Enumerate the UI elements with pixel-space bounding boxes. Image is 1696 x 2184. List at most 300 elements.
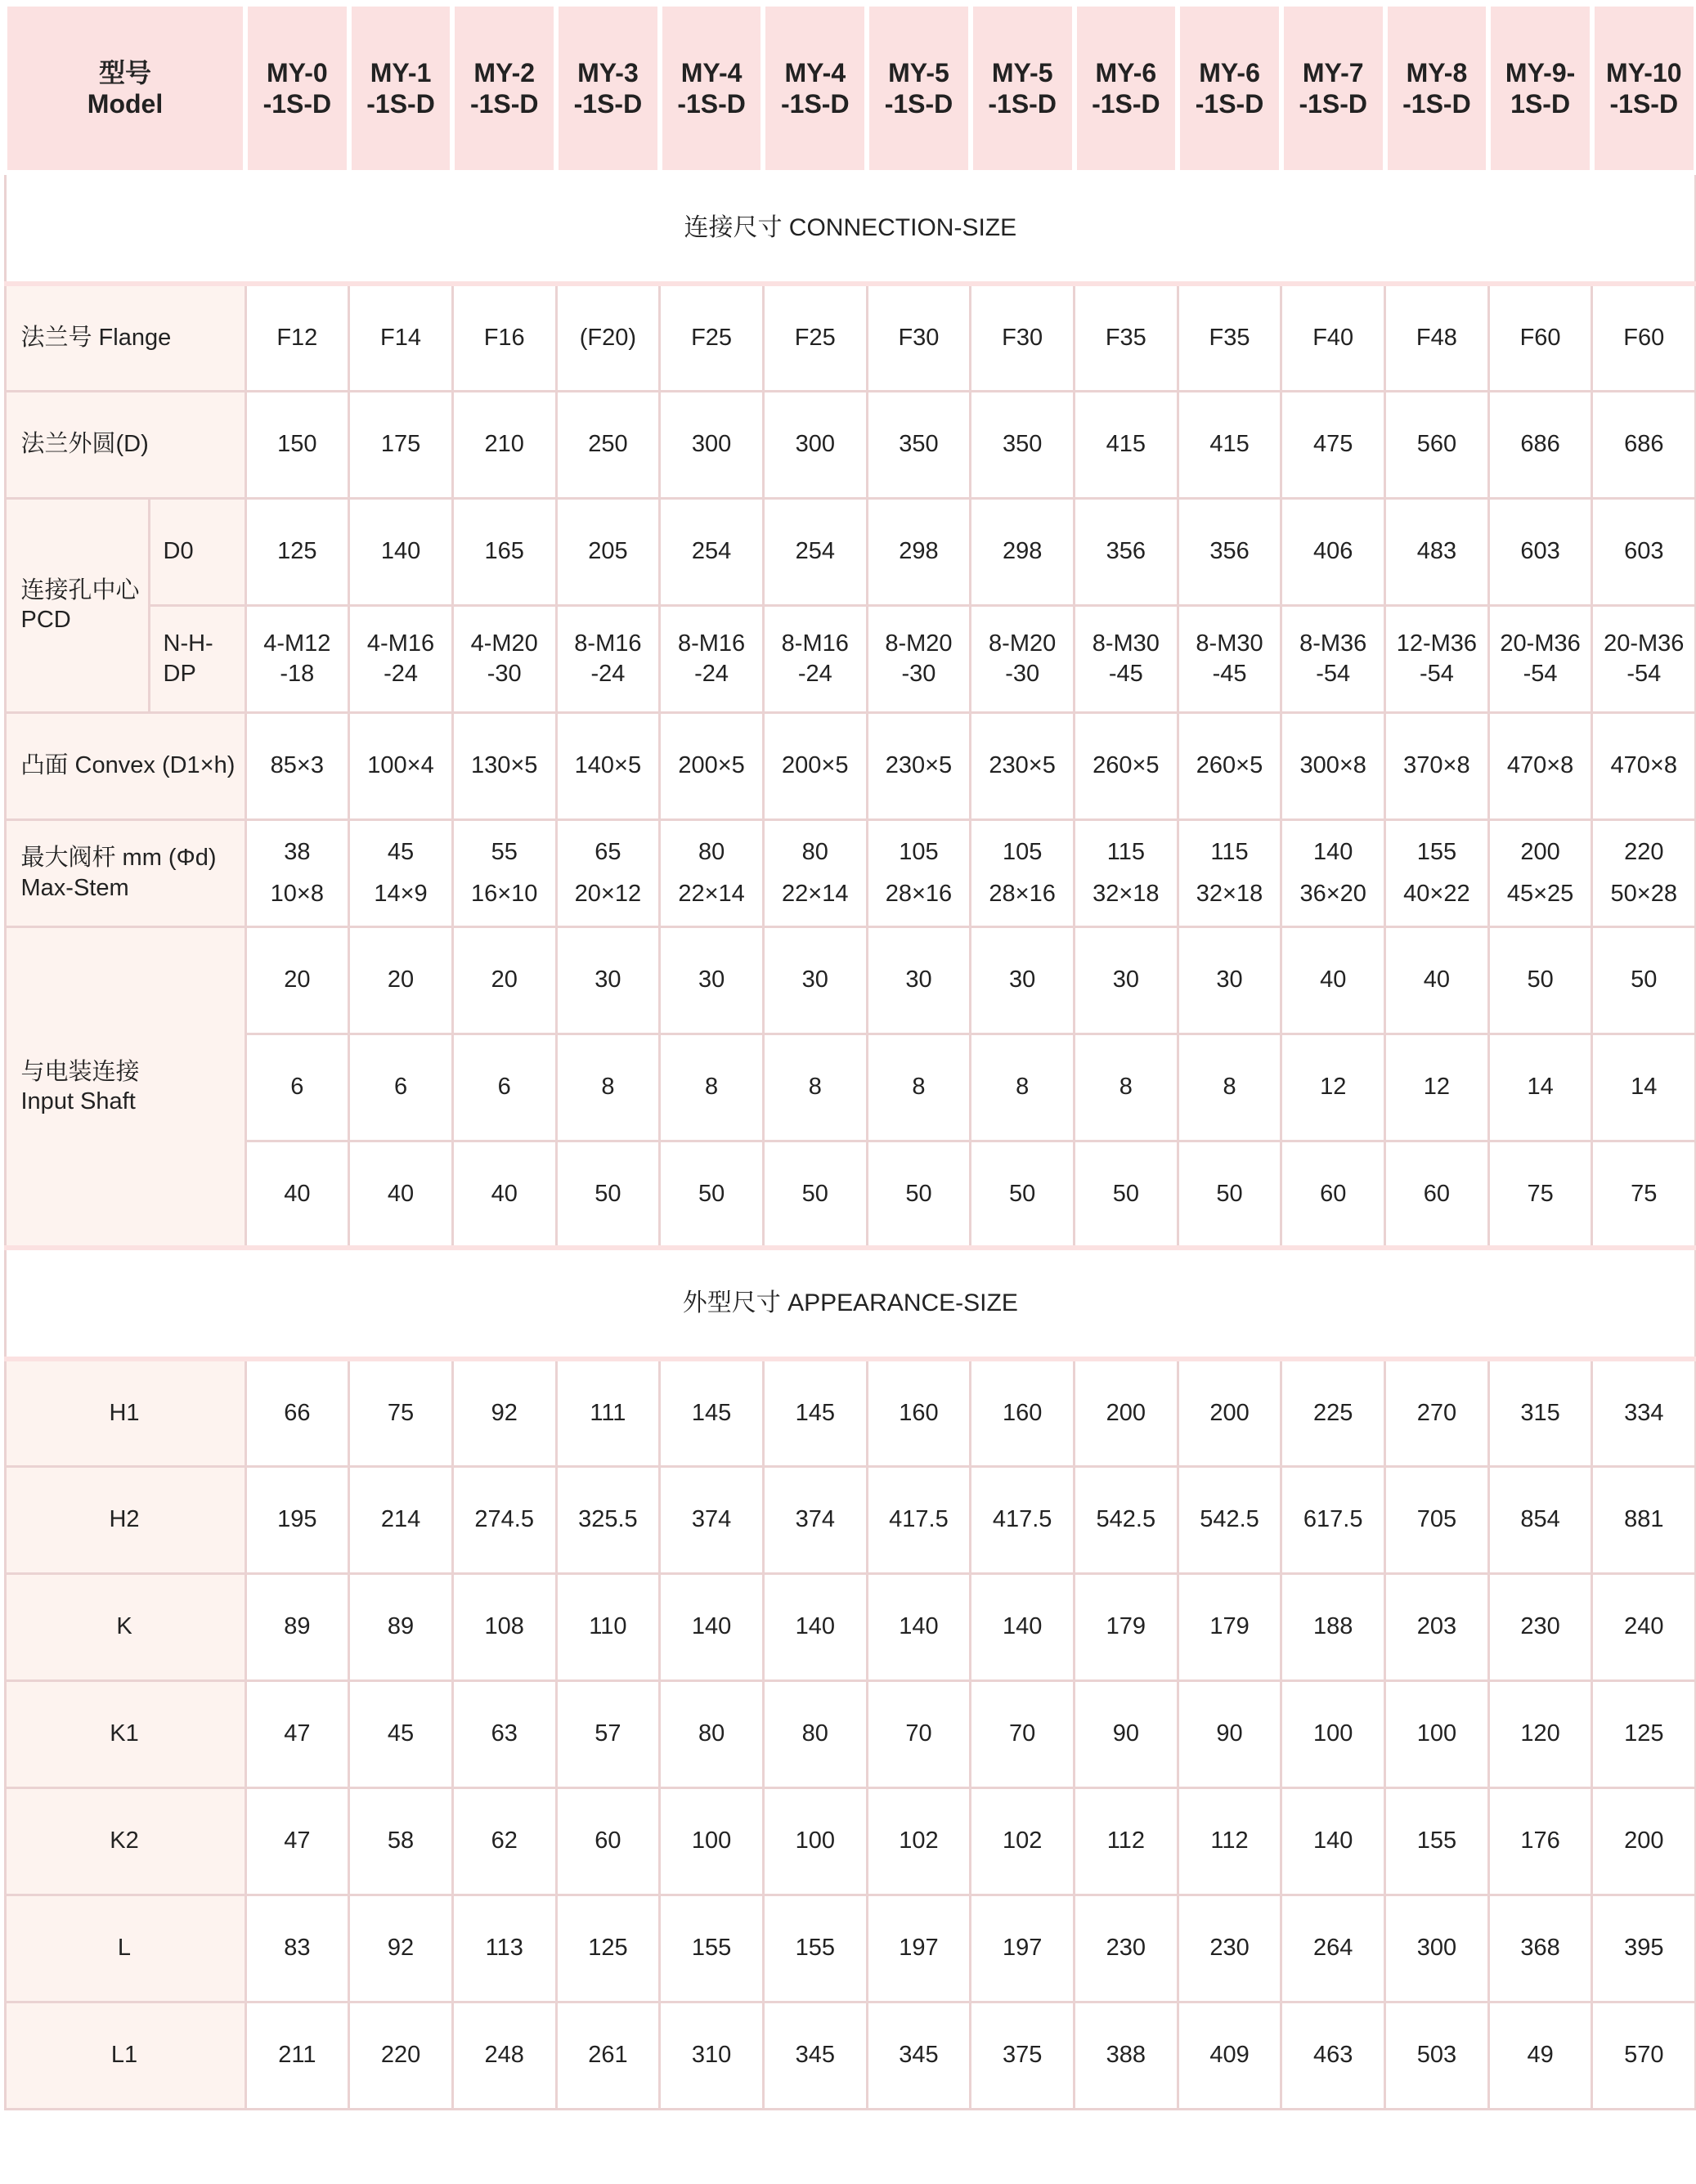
input-shaft-1-cell: 20 <box>349 926 453 1034</box>
flange-cell: F48 <box>1385 284 1489 391</box>
stem-value-top: 200 <box>1520 839 1560 866</box>
convex-cell: 260×5 <box>1075 712 1178 819</box>
l-cell: 230 <box>1178 1895 1281 2002</box>
input-shaft-1-cell: 30 <box>660 926 764 1034</box>
stem-value-top: 105 <box>899 839 939 866</box>
model-name-line1: MY-6 <box>1199 57 1260 87</box>
model-name-line1: MY-7 <box>1302 57 1364 87</box>
flange-cell: F60 <box>1592 284 1696 391</box>
label-h2-text: H2 <box>109 1506 140 1533</box>
k-cell: 179 <box>1075 1573 1178 1680</box>
nhdp-value-bottom: -30 <box>901 660 936 687</box>
section-connection-title: 连接尺寸 CONNECTION-SIZE <box>5 173 1696 284</box>
model-column-header <box>1488 4 1592 173</box>
l1-cell: 463 <box>1281 2002 1385 2109</box>
nhdp-value-top: 8-M30 <box>1196 630 1263 657</box>
row-l <box>5 1895 1696 2002</box>
nhdp-value-bottom: -24 <box>694 660 729 687</box>
row-h1 <box>5 1359 1696 1466</box>
row-k1 <box>5 1680 1696 1787</box>
input-shaft-1-cell: 30 <box>763 926 867 1034</box>
k-cell: 108 <box>452 1573 556 1680</box>
nhdp-cell <box>1281 605 1385 712</box>
input-shaft-1-cell: 20 <box>245 926 349 1034</box>
k2-cell: 100 <box>763 1787 867 1895</box>
l-cell: 197 <box>971 1895 1075 2002</box>
convex-cell: 85×3 <box>245 712 349 819</box>
model-header-zh: 型号 <box>98 57 151 87</box>
l-cell: 368 <box>1488 1895 1592 2002</box>
nhdp-value-bottom: -45 <box>1108 660 1143 687</box>
k2-cell: 176 <box>1488 1787 1592 1895</box>
convex-cell: 470×8 <box>1488 712 1592 819</box>
label-k2 <box>5 1787 245 1895</box>
model-column-header <box>971 4 1075 173</box>
nhdp-cell <box>971 605 1075 712</box>
stem-value-bottom: 36×20 <box>1299 880 1366 907</box>
input-shaft-3-cell: 75 <box>1488 1141 1592 1248</box>
stem-value-top: 55 <box>491 839 518 866</box>
flange-cell: F40 <box>1281 284 1385 391</box>
label-h2 <box>5 1466 245 1573</box>
k1-cell: 90 <box>1075 1680 1178 1787</box>
label-input-shaft-text: Input Shaft <box>20 1088 136 1114</box>
nhdp-value-bottom: -45 <box>1212 660 1247 687</box>
k-cell: 179 <box>1178 1573 1281 1680</box>
stem-value-bottom: 14×9 <box>374 880 428 907</box>
d0-cell: 356 <box>1075 498 1178 605</box>
label-h1 <box>5 1359 245 1466</box>
k1-cell: 100 <box>1281 1680 1385 1787</box>
stem-value-bottom: 22×14 <box>678 880 745 907</box>
stem-value-top: 38 <box>284 839 311 866</box>
l-cell: 83 <box>245 1895 349 2002</box>
stem-value-top: 155 <box>1416 839 1457 866</box>
model-column-header <box>1281 4 1385 173</box>
nhdp-value-top: 8-M20 <box>885 630 953 657</box>
label-convex <box>5 712 245 819</box>
input-shaft-1-cell: 20 <box>452 926 556 1034</box>
stem-cell <box>1592 819 1696 926</box>
flange-d-cell: 300 <box>660 391 764 498</box>
l1-cell: 375 <box>971 2002 1075 2109</box>
input-shaft-2-cell: 12 <box>1281 1034 1385 1141</box>
input-shaft-3-cell: 50 <box>660 1141 764 1248</box>
h1-cell: 66 <box>245 1359 349 1466</box>
h2-cell: 417.5 <box>867 1466 971 1573</box>
d0-cell: 140 <box>349 498 453 605</box>
l1-cell: 211 <box>245 2002 349 2109</box>
flange-d-cell: 350 <box>971 391 1075 498</box>
k-cell: 89 <box>245 1573 349 1680</box>
input-shaft-3-cell: 40 <box>245 1141 349 1248</box>
nhdp-value-bottom: -24 <box>590 660 626 687</box>
model-name-line2: -1S-D <box>1299 89 1367 119</box>
h1-cell: 225 <box>1281 1359 1385 1466</box>
model-column-header <box>556 4 660 173</box>
model-column-header <box>1178 4 1281 173</box>
stem-value-bottom: 16×10 <box>470 880 538 907</box>
l1-cell: 248 <box>452 2002 556 2109</box>
k-cell: 240 <box>1592 1573 1696 1680</box>
nhdp-cell <box>1385 605 1489 712</box>
input-shaft-1-cell: 50 <box>1488 926 1592 1034</box>
flange-cell: F30 <box>971 284 1075 391</box>
stem-value-top: 80 <box>698 839 725 866</box>
stem-value-top: 80 <box>801 839 828 866</box>
k-cell: 230 <box>1488 1573 1592 1680</box>
model-column-header <box>452 4 556 173</box>
label-l1 <box>5 2002 245 2109</box>
section-appearance-title: 外型尺寸 APPEARANCE-SIZE <box>5 1248 1696 1359</box>
spec-table-body <box>5 4 1696 2109</box>
stem-cell <box>660 819 764 926</box>
l-cell: 264 <box>1281 1895 1385 2002</box>
stem-value-bottom: 28×16 <box>989 880 1056 907</box>
stem-cell <box>1075 819 1178 926</box>
model-name-line1: MY-4 <box>784 57 846 87</box>
d0-cell: 298 <box>867 498 971 605</box>
d0-cell: 603 <box>1592 498 1696 605</box>
label-flange-d <box>5 391 245 498</box>
header-row <box>5 4 1696 173</box>
nhdp-value-bottom: -24 <box>384 660 418 687</box>
spec-table <box>2 2 1696 2110</box>
label-pcd <box>5 498 149 712</box>
flange-d-cell: 475 <box>1281 391 1385 498</box>
l-cell: 155 <box>660 1895 764 2002</box>
input-shaft-3-cell: 50 <box>971 1141 1075 1248</box>
row-k2 <box>5 1787 1696 1895</box>
nhdp-value-top: 8-M36 <box>1299 630 1367 657</box>
model-column-header <box>763 4 867 173</box>
nhdp-value-top: 8-M16 <box>781 630 849 657</box>
label-pcd-text: PCD <box>20 607 71 633</box>
d0-cell: 603 <box>1488 498 1592 605</box>
flange-d-cell: 415 <box>1075 391 1178 498</box>
k1-cell: 80 <box>763 1680 867 1787</box>
l1-cell: 345 <box>763 2002 867 2109</box>
label-flange <box>5 284 245 391</box>
k1-cell: 47 <box>245 1680 349 1787</box>
nhdp-value-bottom: -54 <box>1316 660 1351 687</box>
k-cell: 89 <box>349 1573 453 1680</box>
d0-cell: 483 <box>1385 498 1489 605</box>
flange-cell: F60 <box>1488 284 1592 391</box>
nhdp-value-top: 20-M36 <box>1500 630 1581 657</box>
flange-cell: F12 <box>245 284 349 391</box>
label-flange-d-text: 法兰外圆(D) <box>20 431 149 458</box>
k-cell: 140 <box>660 1573 764 1680</box>
stem-value-bottom: 50×28 <box>1610 880 1677 907</box>
flange-cell: F30 <box>867 284 971 391</box>
convex-cell: 200×5 <box>763 712 867 819</box>
l1-cell: 49 <box>1488 2002 1592 2109</box>
model-name-line1: MY-5 <box>888 57 949 87</box>
convex-cell: 300×8 <box>1281 712 1385 819</box>
model-column-header <box>1592 4 1696 173</box>
h1-cell: 160 <box>971 1359 1075 1466</box>
stem-value-bottom: 10×8 <box>270 880 324 907</box>
convex-cell: 260×5 <box>1178 712 1281 819</box>
k-cell: 140 <box>971 1573 1075 1680</box>
k2-cell: 102 <box>867 1787 971 1895</box>
h2-cell: 542.5 <box>1178 1466 1281 1573</box>
k1-cell: 125 <box>1592 1680 1696 1787</box>
input-shaft-1-cell: 40 <box>1385 926 1489 1034</box>
h2-cell: 325.5 <box>556 1466 660 1573</box>
stem-cell <box>1178 819 1281 926</box>
k2-cell: 200 <box>1592 1787 1696 1895</box>
l-cell: 92 <box>349 1895 453 2002</box>
k1-cell: 70 <box>971 1680 1075 1787</box>
label-k <box>5 1573 245 1680</box>
convex-cell: 470×8 <box>1592 712 1696 819</box>
nhdp-value-top: 8-M30 <box>1092 630 1160 657</box>
k2-cell: 155 <box>1385 1787 1489 1895</box>
flange-d-cell: 686 <box>1488 391 1592 498</box>
model-name-line1: MY-10 <box>1606 57 1682 87</box>
model-column-header <box>867 4 971 173</box>
input-shaft-2-cell: 6 <box>245 1034 349 1141</box>
row-l1 <box>5 2002 1696 2109</box>
k1-cell: 63 <box>452 1680 556 1787</box>
nhdp-cell <box>556 605 660 712</box>
label-flange-text: 法兰号 Flange <box>20 325 172 352</box>
h1-cell: 75 <box>349 1359 453 1466</box>
input-shaft-2-cell: 8 <box>763 1034 867 1141</box>
section-appearance-row <box>5 1248 1696 1359</box>
input-shaft-2-cell: 6 <box>349 1034 453 1141</box>
stem-value-bottom: 28×16 <box>885 880 953 907</box>
k-cell: 110 <box>556 1573 660 1680</box>
h2-cell: 417.5 <box>971 1466 1075 1573</box>
row-input-shaft-1 <box>5 926 1696 1034</box>
k2-cell: 100 <box>660 1787 764 1895</box>
l1-cell: 570 <box>1592 2002 1696 2109</box>
stem-value-bottom: 40×22 <box>1403 880 1470 907</box>
k1-cell: 90 <box>1178 1680 1281 1787</box>
h2-cell: 214 <box>349 1466 453 1573</box>
label-l <box>5 1895 245 2002</box>
k2-cell: 60 <box>556 1787 660 1895</box>
flange-d-cell: 250 <box>556 391 660 498</box>
l-cell: 230 <box>1075 1895 1178 2002</box>
input-shaft-3-cell: 40 <box>349 1141 453 1248</box>
model-name-line2: -1S-D <box>1609 89 1679 119</box>
l1-cell: 345 <box>867 2002 971 2109</box>
input-shaft-2-cell: 8 <box>660 1034 764 1141</box>
h2-cell: 195 <box>245 1466 349 1573</box>
model-name-line2: -1S-D <box>573 89 643 119</box>
k2-cell: 112 <box>1075 1787 1178 1895</box>
label-nhdp-text: N-H-DP <box>163 630 213 687</box>
d0-cell: 165 <box>452 498 556 605</box>
stem-cell <box>763 819 867 926</box>
stem-cell <box>556 819 660 926</box>
d0-cell: 406 <box>1281 498 1385 605</box>
model-header-en: Model <box>87 89 164 119</box>
stem-value-top: 220 <box>1624 839 1664 866</box>
nhdp-cell <box>867 605 971 712</box>
h1-cell: 334 <box>1592 1359 1696 1466</box>
input-shaft-3-cell: 60 <box>1385 1141 1489 1248</box>
flange-d-cell: 210 <box>452 391 556 498</box>
label-d0-text: D0 <box>163 538 194 565</box>
section-connection-row <box>5 173 1696 284</box>
nhdp-cell <box>1178 605 1281 712</box>
h1-cell: 315 <box>1488 1359 1592 1466</box>
nhdp-value-top: 4-M20 <box>470 630 538 657</box>
stem-value-bottom: 32×18 <box>1093 880 1160 907</box>
l-cell: 300 <box>1385 1895 1489 2002</box>
stem-value-top: 65 <box>594 839 621 866</box>
model-name-line2: 1S-D <box>1510 89 1571 119</box>
model-name-line2: -1S-D <box>1092 89 1160 119</box>
input-shaft-2-cell: 6 <box>452 1034 556 1141</box>
nhdp-cell <box>245 605 349 712</box>
input-shaft-3-cell: 50 <box>867 1141 971 1248</box>
model-name-line1: MY-4 <box>680 57 743 87</box>
stem-cell <box>867 819 971 926</box>
model-name-line1: MY-9- <box>1505 57 1576 87</box>
flange-cell: (F20) <box>556 284 660 391</box>
k1-cell: 100 <box>1385 1680 1489 1787</box>
model-name-line2: -1S-D <box>781 89 850 119</box>
k1-cell: 57 <box>556 1680 660 1787</box>
flange-cell: F16 <box>452 284 556 391</box>
label-l-text: L <box>117 1935 132 1962</box>
model-name-line2: -1S-D <box>988 89 1057 119</box>
h2-cell: 617.5 <box>1281 1466 1385 1573</box>
model-name-line2: -1S-D <box>469 89 539 119</box>
model-name-line1: MY-0 <box>267 57 328 87</box>
k-cell: 140 <box>763 1573 867 1680</box>
h1-cell: 145 <box>763 1359 867 1466</box>
convex-cell: 200×5 <box>660 712 764 819</box>
k-cell: 188 <box>1281 1573 1385 1680</box>
d0-cell: 356 <box>1178 498 1281 605</box>
h1-cell: 111 <box>556 1359 660 1466</box>
nhdp-value-bottom: -30 <box>487 660 522 687</box>
nhdp-value-top: 4-M16 <box>366 630 435 657</box>
label-k-text: K <box>116 1613 132 1640</box>
d0-cell: 125 <box>245 498 349 605</box>
k1-cell: 70 <box>867 1680 971 1787</box>
input-shaft-3-cell: 50 <box>1178 1141 1281 1248</box>
nhdp-cell <box>660 605 764 712</box>
d0-cell: 254 <box>763 498 867 605</box>
row-k <box>5 1573 1696 1680</box>
stem-cell <box>1281 819 1385 926</box>
nhdp-value-bottom: -24 <box>797 660 832 687</box>
nhdp-value-top: 20-M36 <box>1604 630 1685 657</box>
h1-cell: 160 <box>867 1359 971 1466</box>
flange-cell: F35 <box>1075 284 1178 391</box>
l1-cell: 503 <box>1385 2002 1489 2109</box>
stem-value-bottom: 45×25 <box>1506 880 1574 907</box>
h2-cell: 374 <box>763 1466 867 1573</box>
input-shaft-3-cell: 40 <box>452 1141 556 1248</box>
label-l1-text: L1 <box>110 2042 138 2069</box>
flange-d-cell: 175 <box>349 391 453 498</box>
stem-value-top: 105 <box>1002 839 1043 866</box>
row-max-stem <box>5 819 1696 926</box>
input-shaft-1-cell: 30 <box>867 926 971 1034</box>
flange-cell: F25 <box>660 284 764 391</box>
input-shaft-3-cell: 75 <box>1592 1141 1696 1248</box>
model-name-line1: MY-1 <box>370 57 432 87</box>
h1-cell: 200 <box>1178 1359 1281 1466</box>
label-k1-text: K1 <box>110 1720 139 1747</box>
l1-cell: 310 <box>660 2002 764 2109</box>
h2-cell: 881 <box>1592 1466 1696 1573</box>
model-column-header <box>660 4 764 173</box>
nhdp-value-top: 8-M16 <box>574 630 642 657</box>
model-name-line1: MY-6 <box>1095 57 1157 87</box>
label-max-stem-text: Max-Stem <box>20 874 129 901</box>
stem-cell <box>245 819 349 926</box>
k-cell: 140 <box>867 1573 971 1680</box>
row-flange <box>5 284 1696 391</box>
h1-cell: 200 <box>1075 1359 1178 1466</box>
flange-cell: F25 <box>763 284 867 391</box>
model-name-line2: -1S-D <box>366 89 435 119</box>
input-shaft-2-cell: 8 <box>556 1034 660 1141</box>
nhdp-value-bottom: -54 <box>1419 660 1454 687</box>
k1-cell: 45 <box>349 1680 453 1787</box>
stem-cell <box>1385 819 1489 926</box>
stem-value-top: 115 <box>1210 839 1249 866</box>
h2-cell: 705 <box>1385 1466 1489 1573</box>
nhdp-value-top: 8-M20 <box>989 630 1057 657</box>
row-pcd-d0 <box>5 498 1696 605</box>
l1-cell: 388 <box>1075 2002 1178 2109</box>
l-cell: 395 <box>1592 1895 1696 2002</box>
nhdp-value-top: 12-M36 <box>1396 630 1478 657</box>
input-shaft-1-cell: 30 <box>1178 926 1281 1034</box>
model-name-line1: MY-5 <box>991 57 1053 87</box>
input-shaft-3-cell: 60 <box>1281 1141 1385 1248</box>
nhdp-cell <box>452 605 556 712</box>
h2-cell: 854 <box>1488 1466 1592 1573</box>
row-input-shaft-3 <box>5 1141 1696 1248</box>
input-shaft-3-cell: 50 <box>556 1141 660 1248</box>
label-convex-text: 凸面 Convex (D1×h) <box>20 752 236 779</box>
nhdp-cell <box>1488 605 1592 712</box>
flange-cell: F14 <box>349 284 453 391</box>
input-shaft-1-cell: 30 <box>556 926 660 1034</box>
model-column-header <box>349 4 453 173</box>
convex-cell: 370×8 <box>1385 712 1489 819</box>
nhdp-cell <box>1075 605 1178 712</box>
flange-d-cell: 686 <box>1592 391 1696 498</box>
input-shaft-1-cell: 50 <box>1592 926 1696 1034</box>
input-shaft-2-cell: 8 <box>971 1034 1075 1141</box>
stem-cell <box>1488 819 1592 926</box>
d0-cell: 205 <box>556 498 660 605</box>
convex-cell: 130×5 <box>452 712 556 819</box>
stem-cell <box>349 819 453 926</box>
model-name-line1: MY-8 <box>1406 57 1468 87</box>
flange-d-cell: 350 <box>867 391 971 498</box>
l1-cell: 261 <box>556 2002 660 2109</box>
nhdp-cell <box>763 605 867 712</box>
model-name-line2: -1S-D <box>1402 89 1471 119</box>
input-shaft-1-cell: 30 <box>971 926 1075 1034</box>
convex-cell: 140×5 <box>556 712 660 819</box>
k2-cell: 47 <box>245 1787 349 1895</box>
